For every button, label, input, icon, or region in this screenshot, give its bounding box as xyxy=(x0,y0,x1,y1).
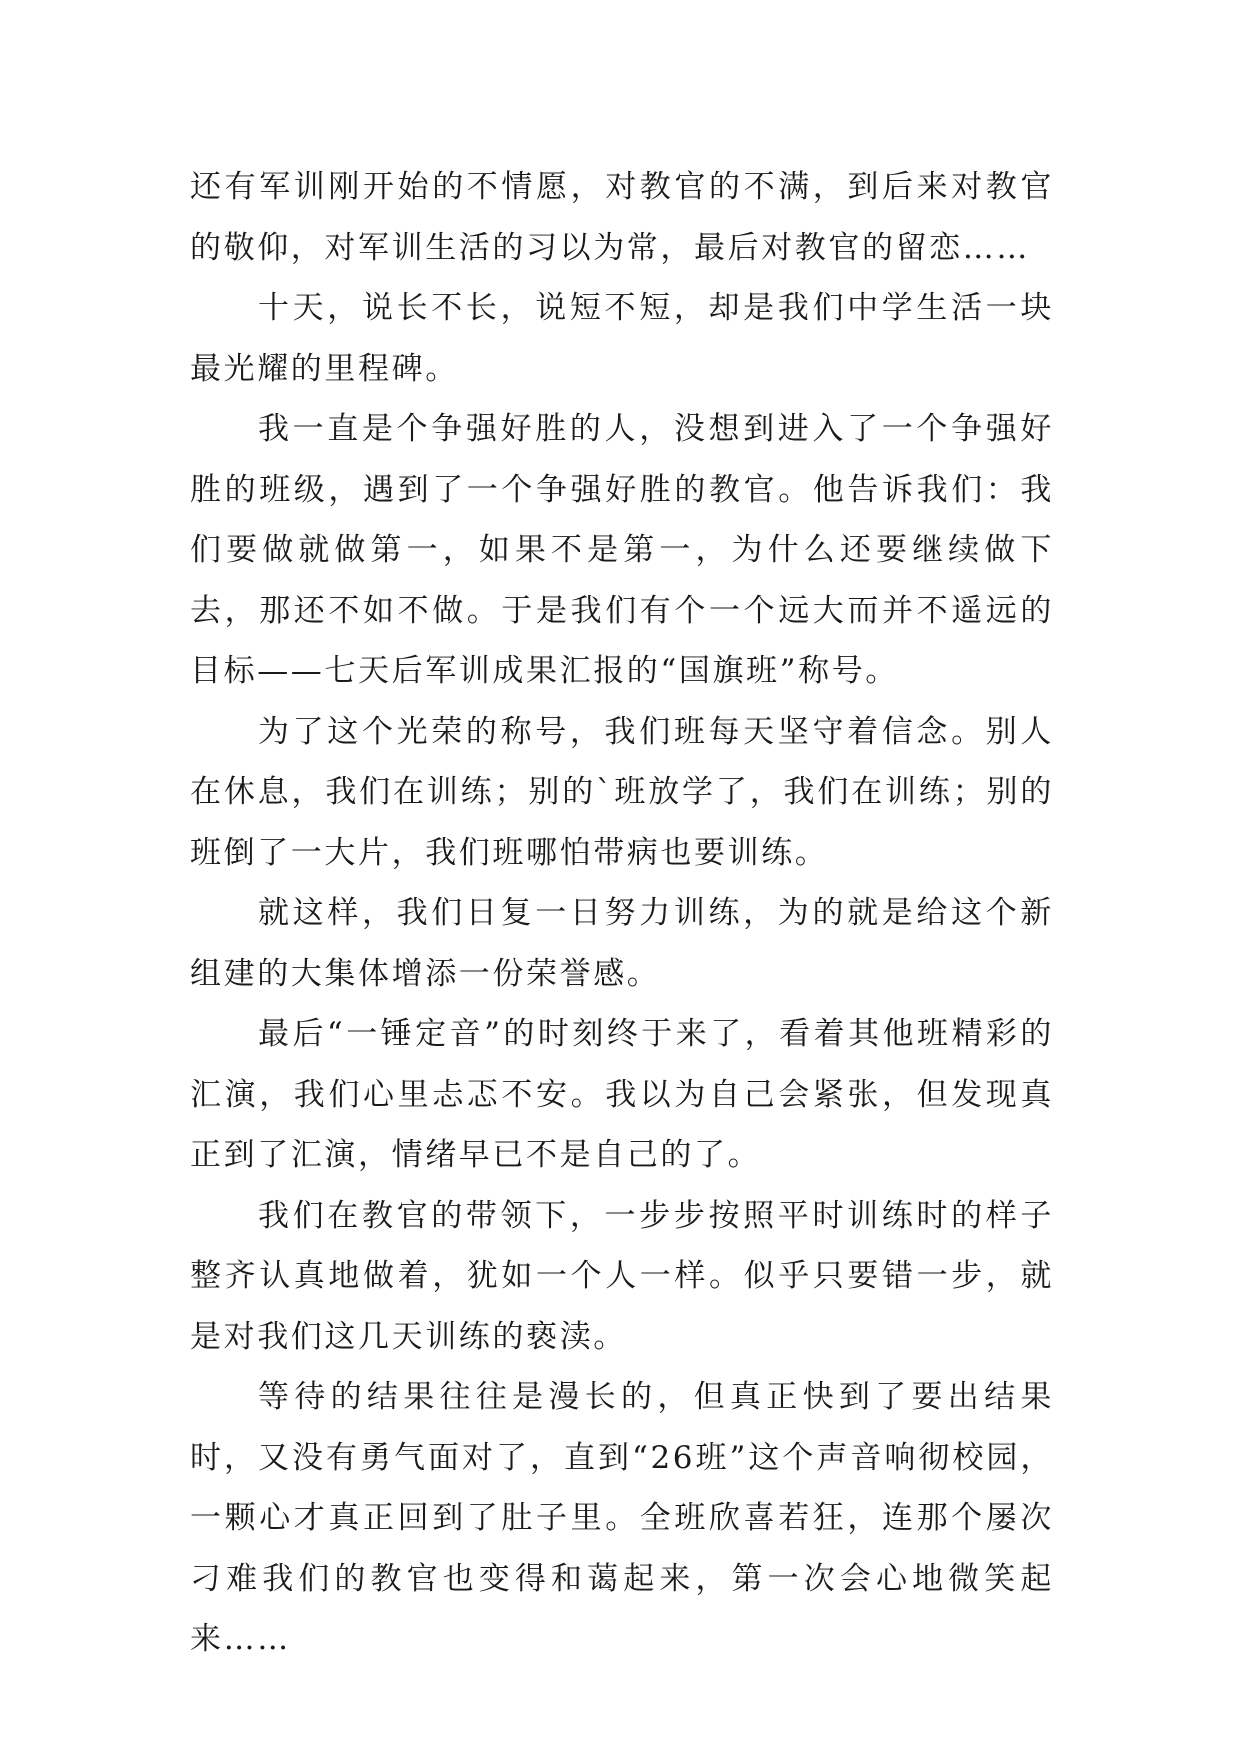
paragraph-6: 最后“一锤定音”的时刻终于来了，看着其他班精彩的汇演，我们心里忐忑不安。我以为自己会紧张，但发现真正到了汇演，情绪早已不是自己的了。 xyxy=(190,1016,1054,1173)
paragraph-3: 我一直是个争强好胜的人，没想到进入了一个争强好胜的班级，遇到了一个争强好胜的教官。他告诉我们：我们要做就做第一，如果不是第一，为什么还要继续做下去，那还不如不做。于是我们有个一个远大而并不遥远的目标——七天后军训成果汇报的“国旗班”称号。 xyxy=(190,411,1054,689)
document-body xyxy=(190,157,1054,1670)
paragraph-5: 就这样，我们日复一日努力训练，为的就是给这个新组建的大集体增添一份荣誉感。 xyxy=(190,895,1054,992)
paragraph-2: 十天，说长不长，说短不短，却是我们中学生活一块最光耀的里程碑。 xyxy=(190,290,1054,387)
paragraph-8: 等待的结果往往是漫长的，但真正快到了要出结果时，又没有勇气面对了，直到“26班”这个声音响彻校园，一颗心才真正回到了肚子里。全班欣喜若狂，连那个屡次刁难我们的教官也变得和蔼起来，第一次会心地微笑起来…… xyxy=(190,1379,1054,1657)
paragraph-7: 我们在教官的带领下，一步步按照平时训练时的样子整齐认真地做着，犹如一个人一样。似乎只要错一步，就是对我们这几天训练的亵渎。 xyxy=(190,1197,1054,1355)
paragraph-1: 还有军训刚开始的不情愿，对教官的不满，到后来对教官的敬仰，对军训生活的习以为常，最后对教官的留恋…… xyxy=(190,169,1054,266)
paragraph-4: 为了这个光荣的称号，我们班每天坚守着信念。别人在休息，我们在训练；别的`班放学了，我们在训练；别的班倒了一大片，我们班哪怕带病也要训练。 xyxy=(190,713,1054,871)
